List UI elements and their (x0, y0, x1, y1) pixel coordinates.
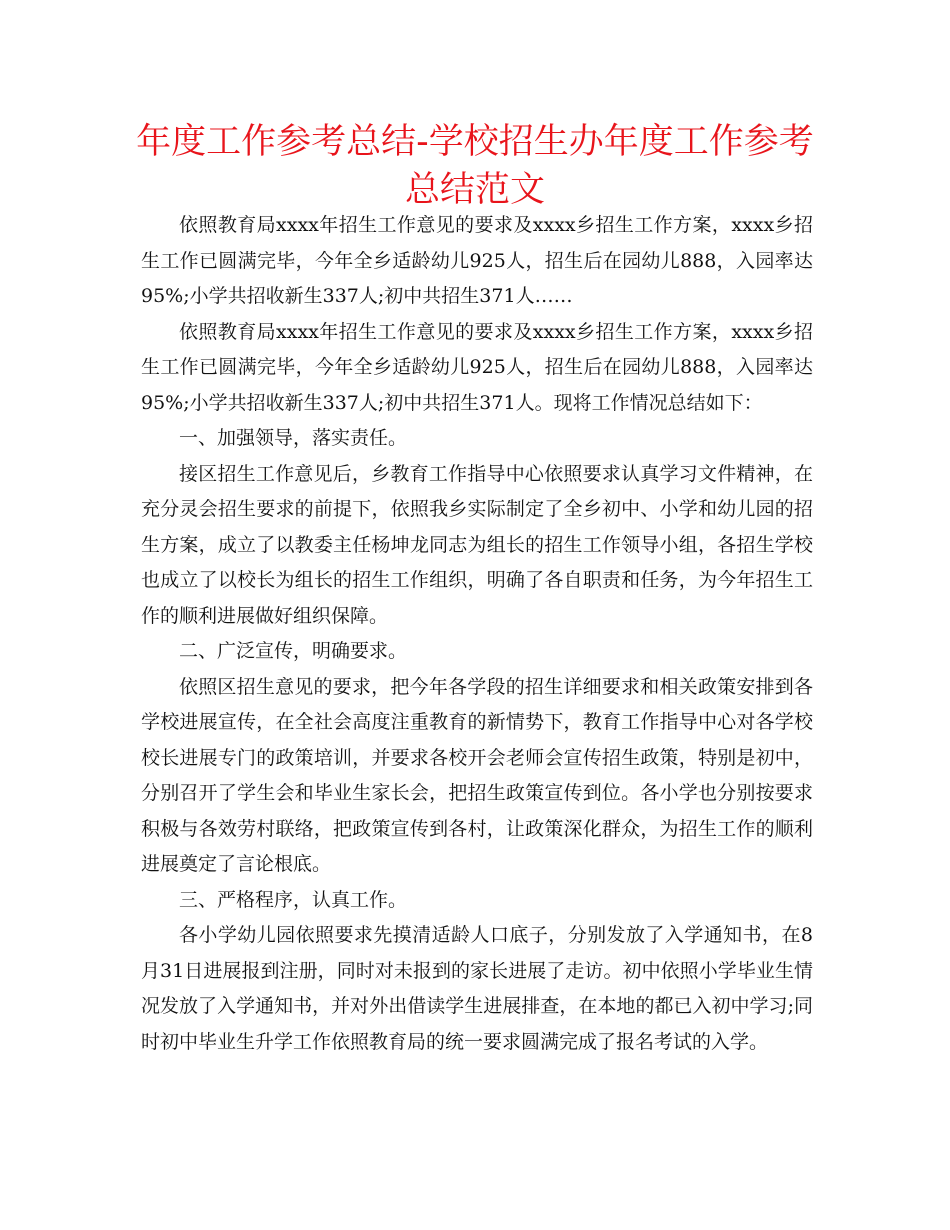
paragraph-summary-intro: 依照教育局xxxx年招生工作意见的要求及xxxx乡招生工作方案，xxxx乡招生工作已圆满完毕，今年全乡适龄幼儿925人，招生后在园幼儿888，入园率达95%;小学共招收新生337人;初中共招生371人。现将工作情况总结如下： (141, 320, 813, 414)
paragraph-procedure: 各小学幼儿园依照要求先摸清适龄人口底子，分别发放了入学通知书，在8月31日进展报到注册，同时对未报到的家长进展了走访。初中依照小学毕业生情况发放了入学通知书，并对外出借读学生进展排查，在本地的都已入初中学习;同时初中毕业生升学工作依照教育局的统一要求圆满完成了报名考试的入学。 (141, 924, 813, 1053)
paragraph-summary-excerpt: 依照教育局xxxx年招生工作意见的要求及xxxx乡招生工作方案，xxxx乡招生工作已圆满完毕，今年全乡适龄幼儿925人，招生后在园幼儿888，入园率达95%;小学共招收新生337人;初中共招生371人…… (141, 214, 813, 307)
section-heading-publicity: 二、广泛宣传，明确要求。 (179, 640, 408, 662)
section-heading-leadership: 一、加强领导，落实责任。 (179, 427, 408, 449)
section-heading-procedure: 三、严格程序，认真工作。 (179, 888, 408, 911)
paragraph-publicity: 依照区招生意见的要求，把今年各学段的招生详细要求和相关政策安排到各学校进展宣传，在全社会高度注重教育的新情势下，教育工作指导中心对各学校校长进展专门的政策培训，并要求各校开会老师会宣传招生政策，特别是初中，分别召开了学生会和毕业生家长会，把招生政策宣传到位。各小学也分别按要求积极与各效劳村联络，把政策宣传到各村，让政策深化群众，为招生工作的顺利进展奠定了言论根底。 (141, 675, 813, 875)
paragraph-leadership: 接区招生工作意见后，乡教育工作指导中心依照要求认真学习文件精神，在充分灵会招生要求的前提下，依照我乡实际制定了全乡初中、小学和幼儿园的招生方案，成立了以教委主任杨坤龙同志为组长的招生工作领导小组，各招生学校也成立了以校长为组长的招生工作组织，明确了各自职责和任务，为今年招生工作的顺利进展做好组织保障。 (141, 462, 813, 627)
document-body (141, 208, 813, 1060)
document-title: 年度工作参考总结-学校招生办年度工作参考总结范文 (136, 122, 814, 210)
